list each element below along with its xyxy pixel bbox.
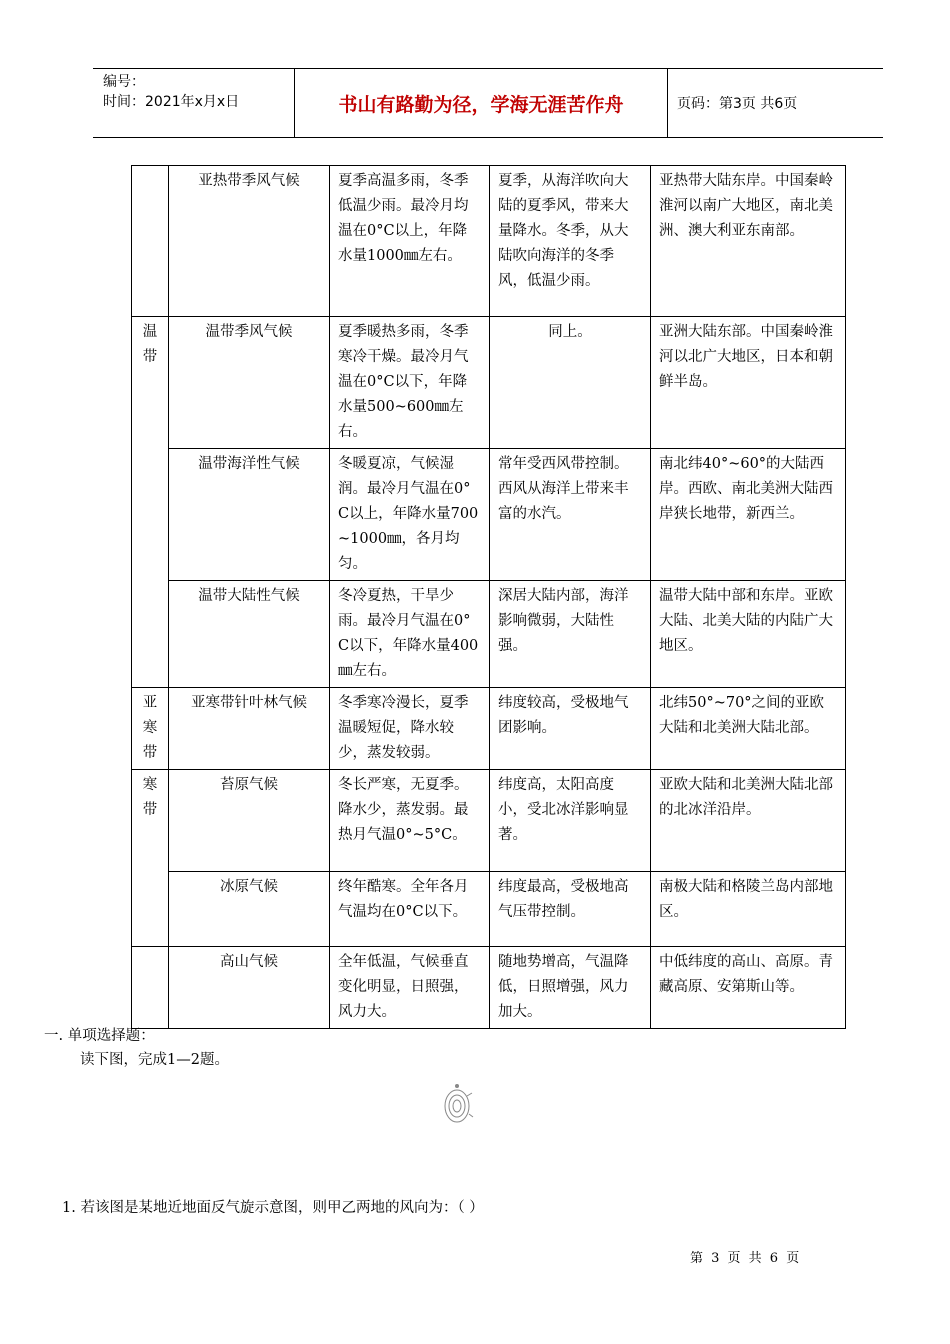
climate-cause: 深居大陆内部，海洋影响微弱，大陆性强。: [490, 581, 651, 688]
table-row: [132, 317, 846, 449]
climate-cause: 纬度较高，受极地气团影响。: [490, 688, 651, 770]
anticyclone-diagram-icon: [443, 1078, 475, 1126]
zone-cell: 寒 带: [132, 770, 169, 947]
header-meta: [103, 72, 293, 112]
climate-distribution: 中低纬度的高山、高原。青藏高原、安第斯山等。: [651, 947, 846, 1029]
climate-distribution: 亚洲大陆东部。中国秦岭淮河以北广大地区，日本和朝鲜半岛。: [651, 317, 846, 449]
question-1: 1. 若该图是某地近地面反气旋示意图，则甲乙两地的风向为：（ ）: [62, 1200, 484, 1216]
section-instruction: 读下图，完成1—2题。: [80, 1052, 229, 1068]
table-row: [132, 449, 846, 581]
table-row: [132, 872, 846, 947]
climate-cause: 纬度高，太阳高度小，受北冰洋影响显著。: [490, 770, 651, 872]
climate-distribution: 北纬50°~70°之间的亚欧大陆和北美洲大陆北部。: [651, 688, 846, 770]
climate-features: 全年低温，气候垂直变化明显，日照强，风力大。: [330, 947, 490, 1029]
climate-name: 冰原气候: [169, 872, 330, 947]
header-motto: 书山有路勤为径，学海无涯苦作舟: [338, 93, 624, 116]
climate-distribution: 南北纬40°~60°的大陆西岸。西欧、南北美洲大陆西岸狭长地带，新西兰。: [651, 449, 846, 581]
climate-name: 温带大陆性气候: [169, 581, 330, 688]
zone-cell: 温 带: [132, 317, 169, 688]
climate-distribution: 南极大陆和格陵兰岛内部地区。: [651, 872, 846, 947]
page-footer: 第 3 页 共 6 页: [690, 1251, 802, 1266]
climate-features: 冬长严寒，无夏季。降水少，蒸发弱。最热月气温0°~5°C。: [330, 770, 490, 872]
climate-cause: 常年受西风带控制。西风从海洋上带来丰富的水汽。: [490, 449, 651, 581]
header-divider: [667, 69, 668, 137]
table-row: [132, 688, 846, 770]
climate-distribution: 亚热带大陆东岸。中国秦岭淮河以南广大地区，南北美洲、澳大利亚东南部。: [651, 166, 846, 317]
zone-cell: [132, 947, 169, 1029]
table-row: [132, 166, 846, 317]
section-title: 一. 单项选择题：: [44, 1028, 155, 1044]
climate-distribution: 亚欧大陆和北美洲大陆北部的北冰洋沿岸。: [651, 770, 846, 872]
climate-distribution: 温带大陆中部和东岸。亚欧大陆、北美大陆的内陆广大地区。: [651, 581, 846, 688]
time-label: 时间：2021年x月x日: [103, 94, 240, 110]
page-header: [93, 68, 883, 138]
climate-name: 温带海洋性气候: [169, 449, 330, 581]
zone-cell: [132, 166, 169, 317]
climate-name: 高山气候: [169, 947, 330, 1029]
climate-cause: 夏季，从海洋吹向大陆的夏季风，带来大量降水。冬季，从大陆吹向海洋的冬季风，低温少雨。: [490, 166, 651, 317]
climate-cause: 纬度最高，受极地高气压带控制。: [490, 872, 651, 947]
climate-cause: 随地势增高，气温降低，日照增强，风力加大。: [490, 947, 651, 1029]
table-row: [132, 770, 846, 872]
table-row: [132, 947, 846, 1029]
climate-features: 冬冷夏热，干旱少雨。最冷月气温在0°C以下，年降水量400㎜左右。: [330, 581, 490, 688]
climate-cause: 同上。: [490, 317, 651, 449]
climate-features: 夏季暖热多雨，冬季寒冷干燥。最冷月气温在0°C以下，年降水量500~600㎜左右。: [330, 317, 490, 449]
table-row: [132, 581, 846, 688]
climate-name: 苔原气候: [169, 770, 330, 872]
climate-name: 亚热带季风气候: [169, 166, 330, 317]
zone-cell: 亚 寒 带: [132, 688, 169, 770]
climate-features: 终年酷寒。全年各月气温均在0°C以下。: [330, 872, 490, 947]
climate-features: 冬季寒冷漫长，夏季温暖短促，降水较少，蒸发较弱。: [330, 688, 490, 770]
serial-label: 编号：: [103, 74, 145, 90]
climate-features: 冬暖夏凉，气候湿润。最冷月气温在0°C以上，年降水量700~1000㎜，各月均匀。: [330, 449, 490, 581]
climate-table: [131, 165, 846, 1029]
climate-name: 温带季风气候: [169, 317, 330, 449]
climate-name: 亚寒带针叶林气候: [169, 688, 330, 770]
climate-features: 夏季高温多雨，冬季低温少雨。最冷月均温在0°C以上，年降水量1000㎜左右。: [330, 166, 490, 317]
header-page-info: 页码：第3页 共6页: [677, 96, 798, 112]
